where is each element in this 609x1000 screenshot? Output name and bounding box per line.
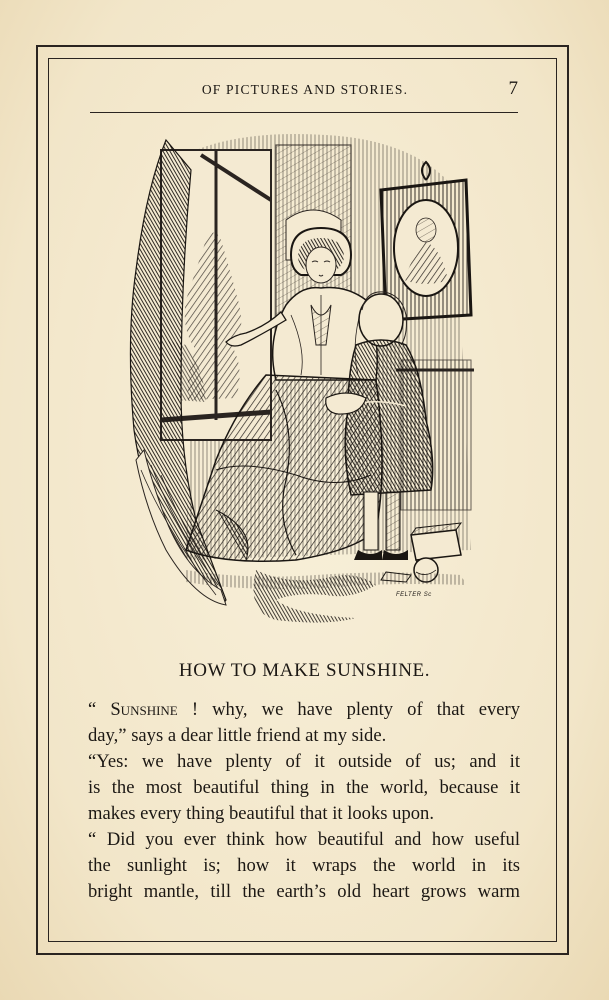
body-text xyxy=(88,697,520,905)
open-quote: “ xyxy=(88,699,111,720)
paragraph-1-line-1: ! why, we have plenty of that every xyxy=(177,699,520,720)
toy-box xyxy=(411,523,461,566)
running-title: OF PICTURES AND STORIES. xyxy=(201,82,409,97)
paragraph-2-line-2: is the most beautiful thing in the world, because it xyxy=(88,777,520,798)
paragraph-3-line-3: bright mantle, till the earth’s old heart grows warm xyxy=(88,881,520,902)
page-number: 7 xyxy=(508,78,518,99)
chapter-title: HOW TO MAKE SUNSHINE. xyxy=(178,660,431,681)
paragraph-2-line-3: makes every thing beautiful that it looks upon. xyxy=(88,803,434,824)
paragraph-3 xyxy=(88,827,520,905)
running-head xyxy=(90,80,520,100)
engraver-signature: FELTER Sc xyxy=(396,592,432,598)
paragraph-2 xyxy=(88,749,520,827)
header-rule xyxy=(90,112,518,113)
paragraph-3-line-2: the sunlight is; how it wraps the world in its xyxy=(88,855,520,876)
paragraph-1 xyxy=(88,697,520,749)
smallcaps-word: Sunshine xyxy=(110,699,178,720)
engraving-illustration xyxy=(126,130,478,630)
paragraph-1-line-2: day,” says a dear little friend at my side. xyxy=(88,725,387,746)
paragraph-2-line-1: “Yes: we have plenty of it outside of us; and it xyxy=(88,751,520,772)
paragraph-3-line-1: “ Did you ever think how beautiful and how useful xyxy=(88,829,520,850)
